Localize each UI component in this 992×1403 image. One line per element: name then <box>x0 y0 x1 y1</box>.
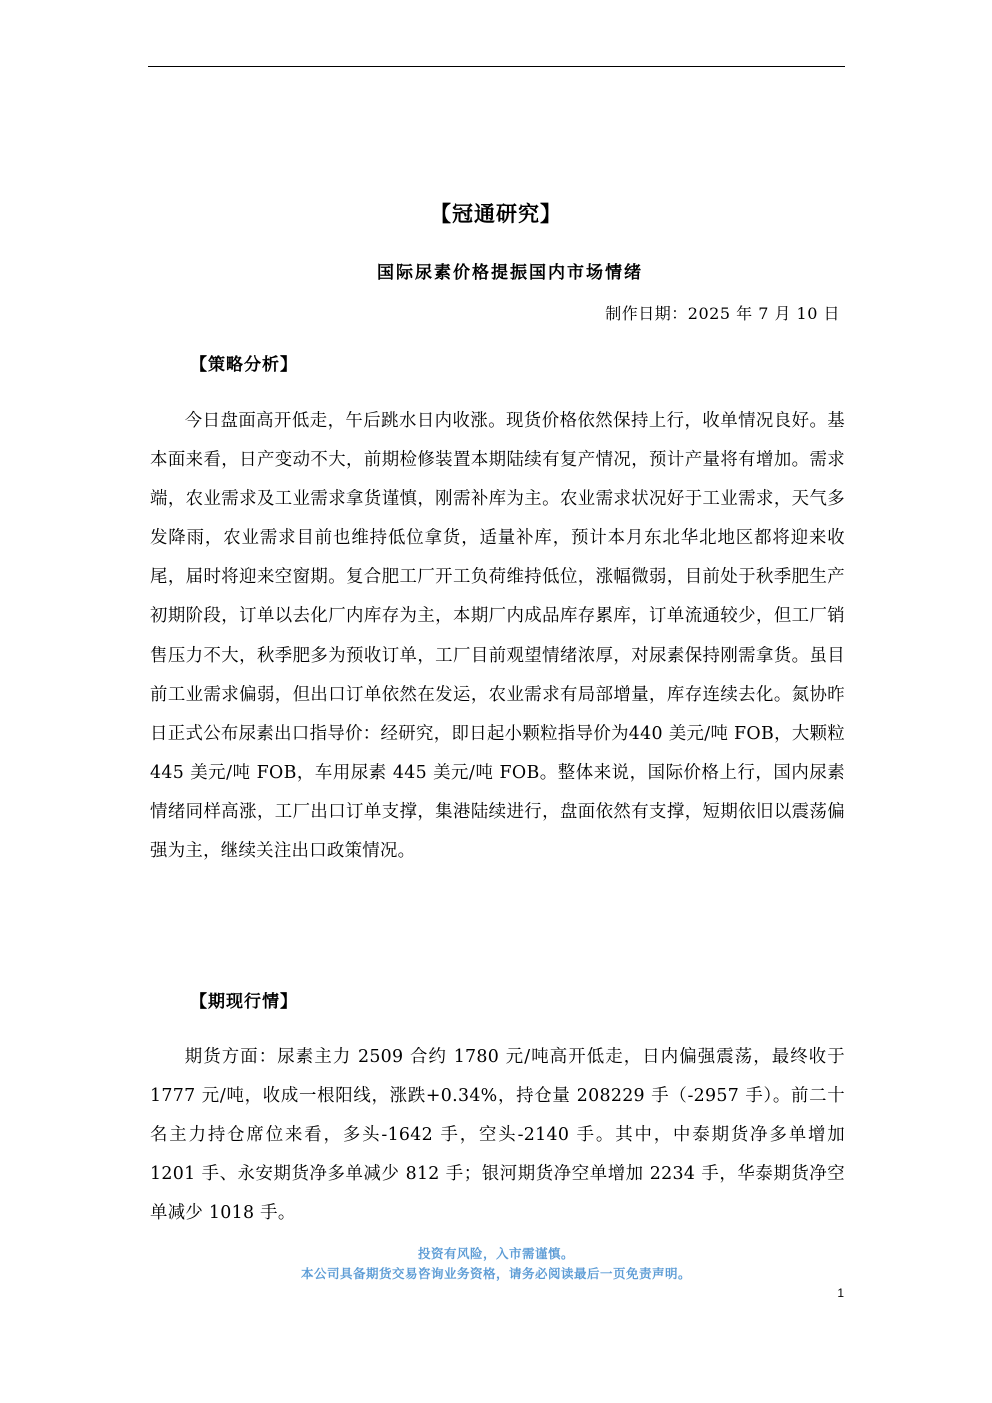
brand-title: 【冠通研究】 <box>430 201 562 226</box>
qualification-disclaimer: 本公司具备期货交易咨询业务资格，请务必阅读最后一页免责声明。 <box>300 1266 691 1281</box>
strategy-paragraph: 今日盘面高开低走，午后跳水日内收涨。现货价格依然保持上行，收单情况良好。基本面来看，日产变动不大，前期检修装置本期陆续有复产情况，预计产量将有增加。需求端，农业需求及工业需求拿货谨慎，刚需补库为主。农业需求状况好于工业需求，天气多发降雨，农业需求目前也维持低位拿货，适量补库，预计本月东北华北地区都将迎来收尾，届时将迎来空窗期。复合肥工厂开工负荷维持低位，涨幅微弱，目前处于秋季肥生产初期阶段，订单以去化厂内库存为主，本期厂内成品库存累库，订单流通较少，但工厂销售压力不大，秋季肥多为预收订单，工厂目前观望情绪浓厚，对尿素保持刚需拿货。虽目前工业需求偏弱，但出口订单依然在发运，农业需求有局部增量，库存连续去化。氮协昨日正式公布尿素出口指导价：经研究，即日起小颗粒指导价为440 美元/吨 FOB，大颗粒 445 美元/吨 FOB，车用尿素 445 美元/吨 FOB。整体来说，国际价格上行，国内尿素情绪同样高涨，工厂出口订单支撑，集港陆续进行，盘面依然有支撑，短期依旧以震荡偏强为主，继续关注出口政策情况。 <box>150 411 845 862</box>
risk-disclaimer: 投资有风险，入市需谨慎。 <box>417 1246 574 1261</box>
page-number: 1 <box>837 1286 844 1300</box>
market-heading: 【期现行情】 <box>190 992 298 1012</box>
header-rule <box>148 66 845 67</box>
strategy-heading: 【策略分析】 <box>190 355 298 375</box>
report-title: 国际尿素价格提振国内市场情绪 <box>377 263 643 283</box>
report-date: 制作日期：2025 年 7 月 10 日 <box>605 304 840 323</box>
market-paragraph: 期货方面：尿素主力 2509 合约 1780 元/吨高开低走，日内偏强震荡，最终收于 1777 元/吨，收成一根阳线，涨跌+0.34%，持仓量 208229 手（-2957 手）。前二十名主力持仓席位来看，多头-1642 手，空头-2140 手。其中，中泰期货净多单增加 1201 手、永安期货净多单减少 812 手；银河期货净空单增加 2234 手，华泰期货净空单减少 1018 手。 <box>150 1047 845 1224</box>
